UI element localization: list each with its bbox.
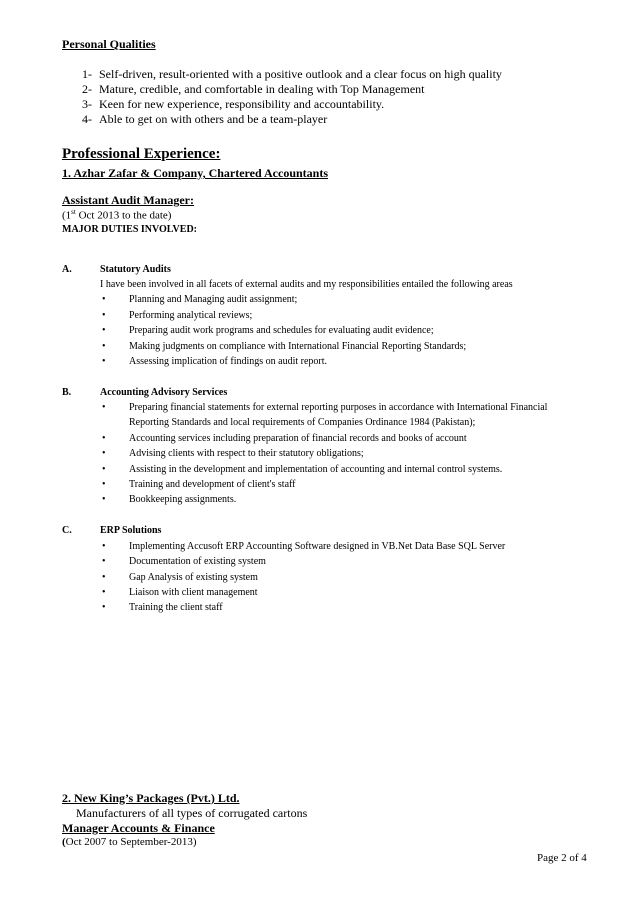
professional-experience-heading: Professional Experience: [62, 146, 221, 162]
page-number: Page 2 of 4 [537, 852, 587, 864]
position-1-title: Assistant Audit Manager: [62, 193, 195, 207]
bullet-icon: • [102, 294, 106, 305]
quality-text: Able to get on with others and be a team-player [99, 112, 328, 126]
position-2-period: (Oct 2007 to September-2013) [62, 836, 197, 848]
position-2-title: Manager Accounts & Finance [62, 821, 215, 835]
duty-item: Performing analytical reviews; [129, 310, 253, 321]
duty-item: Making judgments on compliance with International Financial Reporting Standards; [129, 341, 467, 352]
duty-item: Assessing implication of findings on audit report. [129, 356, 328, 367]
company-1-name: 1. Azhar Zafar & Company, Chartered Accountants [62, 166, 329, 180]
duty-item: Training and development of client's staff [129, 479, 296, 490]
section-title: Statutory Audits [100, 264, 171, 275]
section-letter: B. [62, 387, 72, 398]
quality-text: Self-driven, result-oriented with a positive outlook and a clear focus on high quality [99, 67, 502, 81]
duty-item: Preparing financial statements for external reporting purposes in accordance with International Financial [129, 402, 548, 413]
bullet-icon: • [102, 310, 106, 321]
company-2-name: 2. New King’s Packages (Pvt.) Ltd. [62, 791, 240, 805]
position-1-period: (1st Oct 2013 to the date) [62, 208, 172, 222]
duty-item: Gap Analysis of existing system [129, 572, 258, 583]
quality-number: 3- [82, 97, 92, 111]
duty-item: Documentation of existing system [129, 556, 266, 567]
section-title: ERP Solutions [100, 525, 162, 536]
personal-qualities-heading: Personal Qualities [62, 37, 156, 51]
section-lead-text: I have been involved in all facets of external audits and my responsibilities entailed the following areas [100, 279, 513, 290]
duty-item: Liaison with client management [129, 587, 258, 598]
quality-number: 1- [82, 67, 92, 81]
bullet-icon: • [102, 494, 106, 505]
duty-item: Preparing audit work programs and schedules for evaluating audit evidence; [129, 325, 434, 336]
bullet-icon: • [102, 464, 106, 475]
quality-number: 4- [82, 112, 92, 126]
bullet-icon: • [102, 325, 106, 336]
section-letter: C. [62, 525, 72, 536]
bullet-icon: • [102, 433, 106, 444]
bullet-icon: • [102, 341, 106, 352]
duty-item: Bookkeeping assignments. [129, 494, 237, 505]
section-title: Accounting Advisory Services [100, 387, 228, 398]
bullet-icon: • [102, 448, 106, 459]
quality-number: 2- [82, 82, 92, 96]
bullet-icon: • [102, 602, 106, 613]
bullet-icon: • [102, 402, 106, 413]
bullet-icon: • [102, 587, 106, 598]
duty-item: Assisting in the development and implementation of accounting and internal control systems. [129, 464, 503, 475]
bullet-icon: • [102, 572, 106, 583]
duties-heading: MAJOR DUTIES INVOLVED: [62, 224, 198, 235]
duty-item: Planning and Managing audit assignment; [129, 294, 298, 305]
quality-text: Mature, credible, and comfortable in dealing with Top Management [99, 82, 425, 96]
bullet-icon: • [102, 479, 106, 490]
duty-item: Accounting services including preparation of financial records and books of account [129, 433, 467, 444]
company-2-description: Manufacturers of all types of corrugated cartons [76, 806, 308, 820]
duty-item: Implementing Accusoft ERP Accounting Software designed in VB.Net Data Base SQL Server [129, 541, 506, 552]
bullet-icon: • [102, 541, 106, 552]
quality-text: Keen for new experience, responsibility and accountability. [99, 97, 385, 111]
duty-item: Training the client staff [129, 602, 223, 613]
duty-item: Advising clients with respect to their statutory obligations; [129, 448, 364, 459]
bullet-icon: • [102, 356, 106, 367]
bullet-icon: • [102, 556, 106, 567]
duty-item-continuation: Reporting Standards and local requirements of Companies Ordinance 1984 (Pakistan); [129, 417, 476, 428]
section-letter: A. [62, 264, 72, 275]
